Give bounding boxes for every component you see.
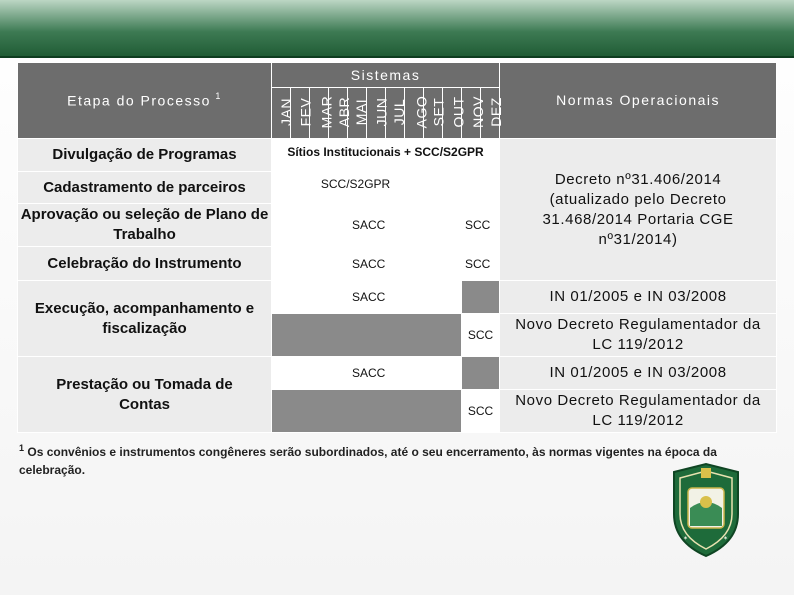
month-label: ABR	[336, 96, 353, 128]
month-label: MAR	[318, 95, 335, 129]
system-aprovacao-scc: SCC	[462, 204, 500, 247]
system-cadastramento: SCC/S2GPR	[272, 172, 500, 204]
system-divulgacao: Sítios Institucionais + SCC/S2GPR	[272, 139, 500, 172]
header-norms-label: Normas Operacionais	[556, 91, 721, 108]
month-label: JUL	[391, 98, 408, 126]
header-stage-footnote-marker: 1	[215, 90, 222, 101]
norm-execucao-decreto: Novo Decreto Regulamentador da LC 119/2012	[500, 314, 777, 357]
header-sistemas: Sistemas	[272, 63, 500, 88]
stage-celebracao: Celebração do Instrumento	[18, 247, 272, 281]
system-prestacao-sacc: SACC	[272, 357, 462, 390]
system-aprovacao-sacc: SACC	[272, 204, 462, 247]
svg-text:✶: ✶	[723, 535, 729, 542]
header-stage-label: Etapa do Processo	[67, 92, 211, 109]
system-celebracao-sacc: SACC	[272, 247, 462, 281]
system-execucao-gray-fill	[272, 314, 462, 357]
process-table	[17, 62, 777, 433]
footnote-text: Os convênios e instrumentos congêneres serão subordinados, até o seu encerramento, às normas vigentes na época da celebração.	[19, 445, 717, 477]
header-norms	[500, 63, 777, 139]
month-label: JAN	[277, 98, 294, 126]
norm-decreto: Decreto nº31.406/2014 (atualizado pelo Decreto 31.468/2014 Portaria CGE nº31/2014)	[500, 139, 777, 281]
system-execucao-gray-bar	[462, 281, 500, 314]
month-label: AGO	[413, 95, 430, 129]
month-jun	[367, 88, 390, 139]
footnote-marker: 1	[19, 443, 25, 453]
stage-divulgacao: Divulgação de Programas	[18, 139, 272, 172]
system-execucao-scc: SCC	[462, 314, 500, 357]
system-execucao-sacc: SACC	[272, 281, 462, 314]
month-label: OUT	[450, 96, 467, 128]
system-prestacao-gray-fill	[272, 390, 462, 433]
system-celebracao-scc: SCC	[462, 247, 500, 281]
stage-prestacao: Prestação ou Tomada de Contas	[18, 357, 272, 433]
month-label: JUN	[373, 97, 390, 127]
month-label: DEZ	[487, 97, 504, 127]
month-label: NOV	[469, 96, 486, 128]
stage-execucao: Execução, acompanhamento e fiscalização	[18, 281, 272, 357]
system-prestacao-gray-bar	[462, 357, 500, 390]
stage-aprovacao: Aprovação ou seleção de Plano de Trabalho	[18, 204, 272, 247]
header-stage	[18, 63, 272, 139]
month-label: SET	[430, 97, 447, 127]
month-ago	[405, 88, 430, 139]
norm-prestacao-in: IN 01/2005 e IN 03/2008	[500, 357, 777, 390]
top-banner	[0, 0, 794, 58]
month-label: MAI	[353, 98, 370, 126]
stage-cadastramento: Cadastramento de parceiros	[18, 172, 272, 204]
system-prestacao-scc: SCC	[462, 390, 500, 433]
footnote	[19, 439, 779, 479]
month-label: FEV	[297, 97, 314, 127]
svg-text:✶: ✶	[683, 535, 689, 542]
top-banner-line	[0, 56, 794, 58]
ceara-state-crest-icon	[668, 462, 744, 558]
norm-prestacao-decreto: Novo Decreto Regulamentador da LC 119/2012	[500, 390, 777, 433]
month-jan	[272, 88, 294, 139]
norm-execucao-in: IN 01/2005 e IN 03/2008	[500, 281, 777, 314]
